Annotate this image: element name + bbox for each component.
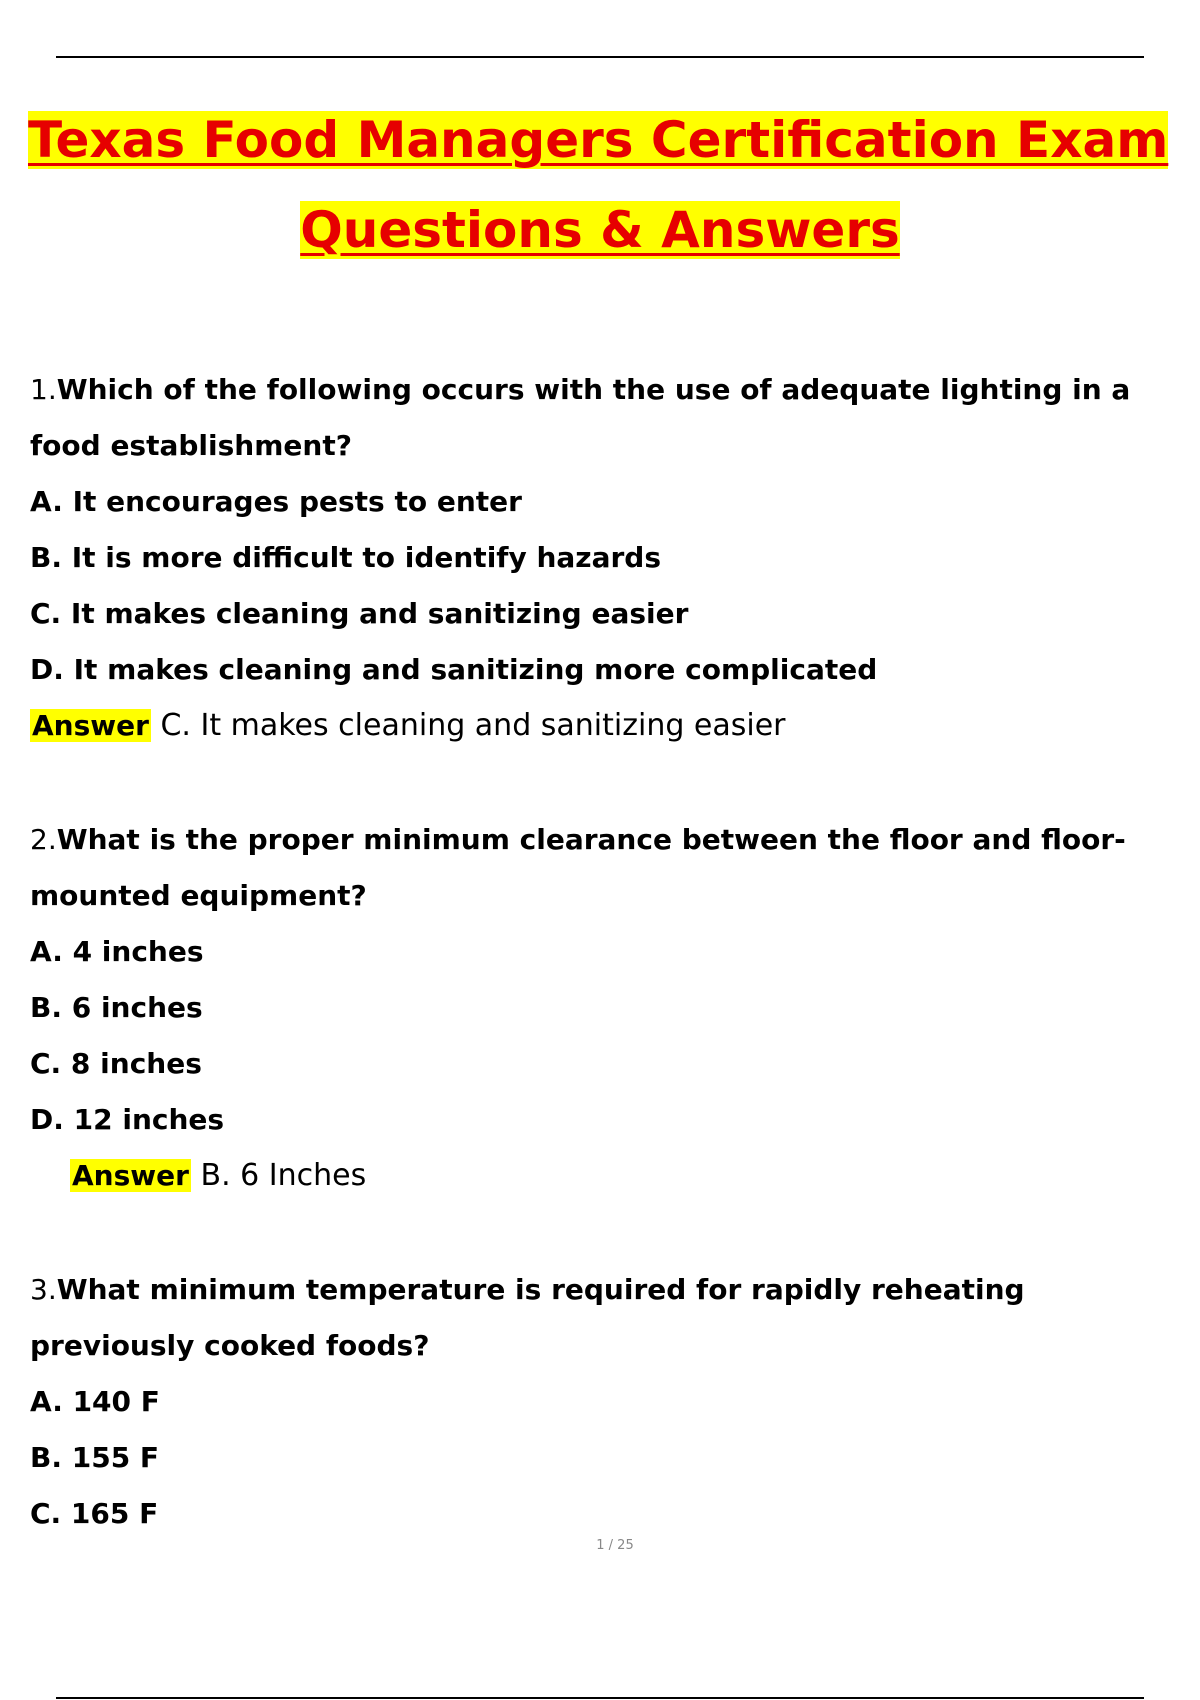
option-d: D. It makes cleaning and sanitizing more complicated (30, 653, 878, 686)
answer-row (30, 698, 1170, 754)
question-text: What minimum temperature is required for rapidly reheating previously cooked foods? (30, 1273, 1025, 1362)
question-3 (30, 1262, 1170, 1542)
question-2 (30, 812, 1170, 1204)
option-c: C. 165 F (30, 1497, 159, 1530)
title-text-1: Texas Food Managers Certification Exam (28, 111, 1169, 169)
document-title-line-1 (28, 110, 1200, 170)
page-number: 1 / 25 (596, 1538, 634, 1553)
question-number: 2. (30, 823, 57, 856)
option-c: C. 8 inches (30, 1047, 202, 1080)
question-text: What is the proper minimum clearance between the floor and floor-mounted equipment? (30, 823, 1126, 912)
question-stem (30, 1262, 1170, 1374)
option-a: A. It encourages pests to enter (30, 485, 522, 518)
question-stem (30, 812, 1170, 924)
title-text-2: Questions & Answers (300, 201, 900, 259)
bottom-rule (56, 1697, 1144, 1699)
document-title-line-2 (0, 200, 1200, 260)
option-b: B. It is more difficult to identify hazards (30, 541, 662, 574)
question-stem (30, 362, 1170, 474)
option-a: A. 140 F (30, 1385, 160, 1418)
answer-text: C. It makes cleaning and sanitizing easier (160, 708, 786, 743)
question-number: 3. (30, 1273, 57, 1306)
question-number: 1. (30, 373, 57, 406)
question-1 (30, 362, 1170, 754)
question-text: Which of the following occurs with the use of adequate lighting in a food establishment? (30, 373, 1131, 462)
answer-label: Answer (32, 709, 149, 742)
option-b: B. 155 F (30, 1441, 160, 1474)
option-b: B. 6 inches (30, 991, 203, 1024)
option-c: C. It makes cleaning and sanitizing easier (30, 597, 689, 630)
top-rule (56, 56, 1144, 58)
answer-label: Answer (72, 1159, 189, 1192)
answer-text: B. 6 Inches (200, 1158, 367, 1193)
answer-row (30, 1148, 1170, 1204)
option-a: A. 4 inches (30, 935, 204, 968)
option-d: D. 12 inches (30, 1103, 225, 1136)
